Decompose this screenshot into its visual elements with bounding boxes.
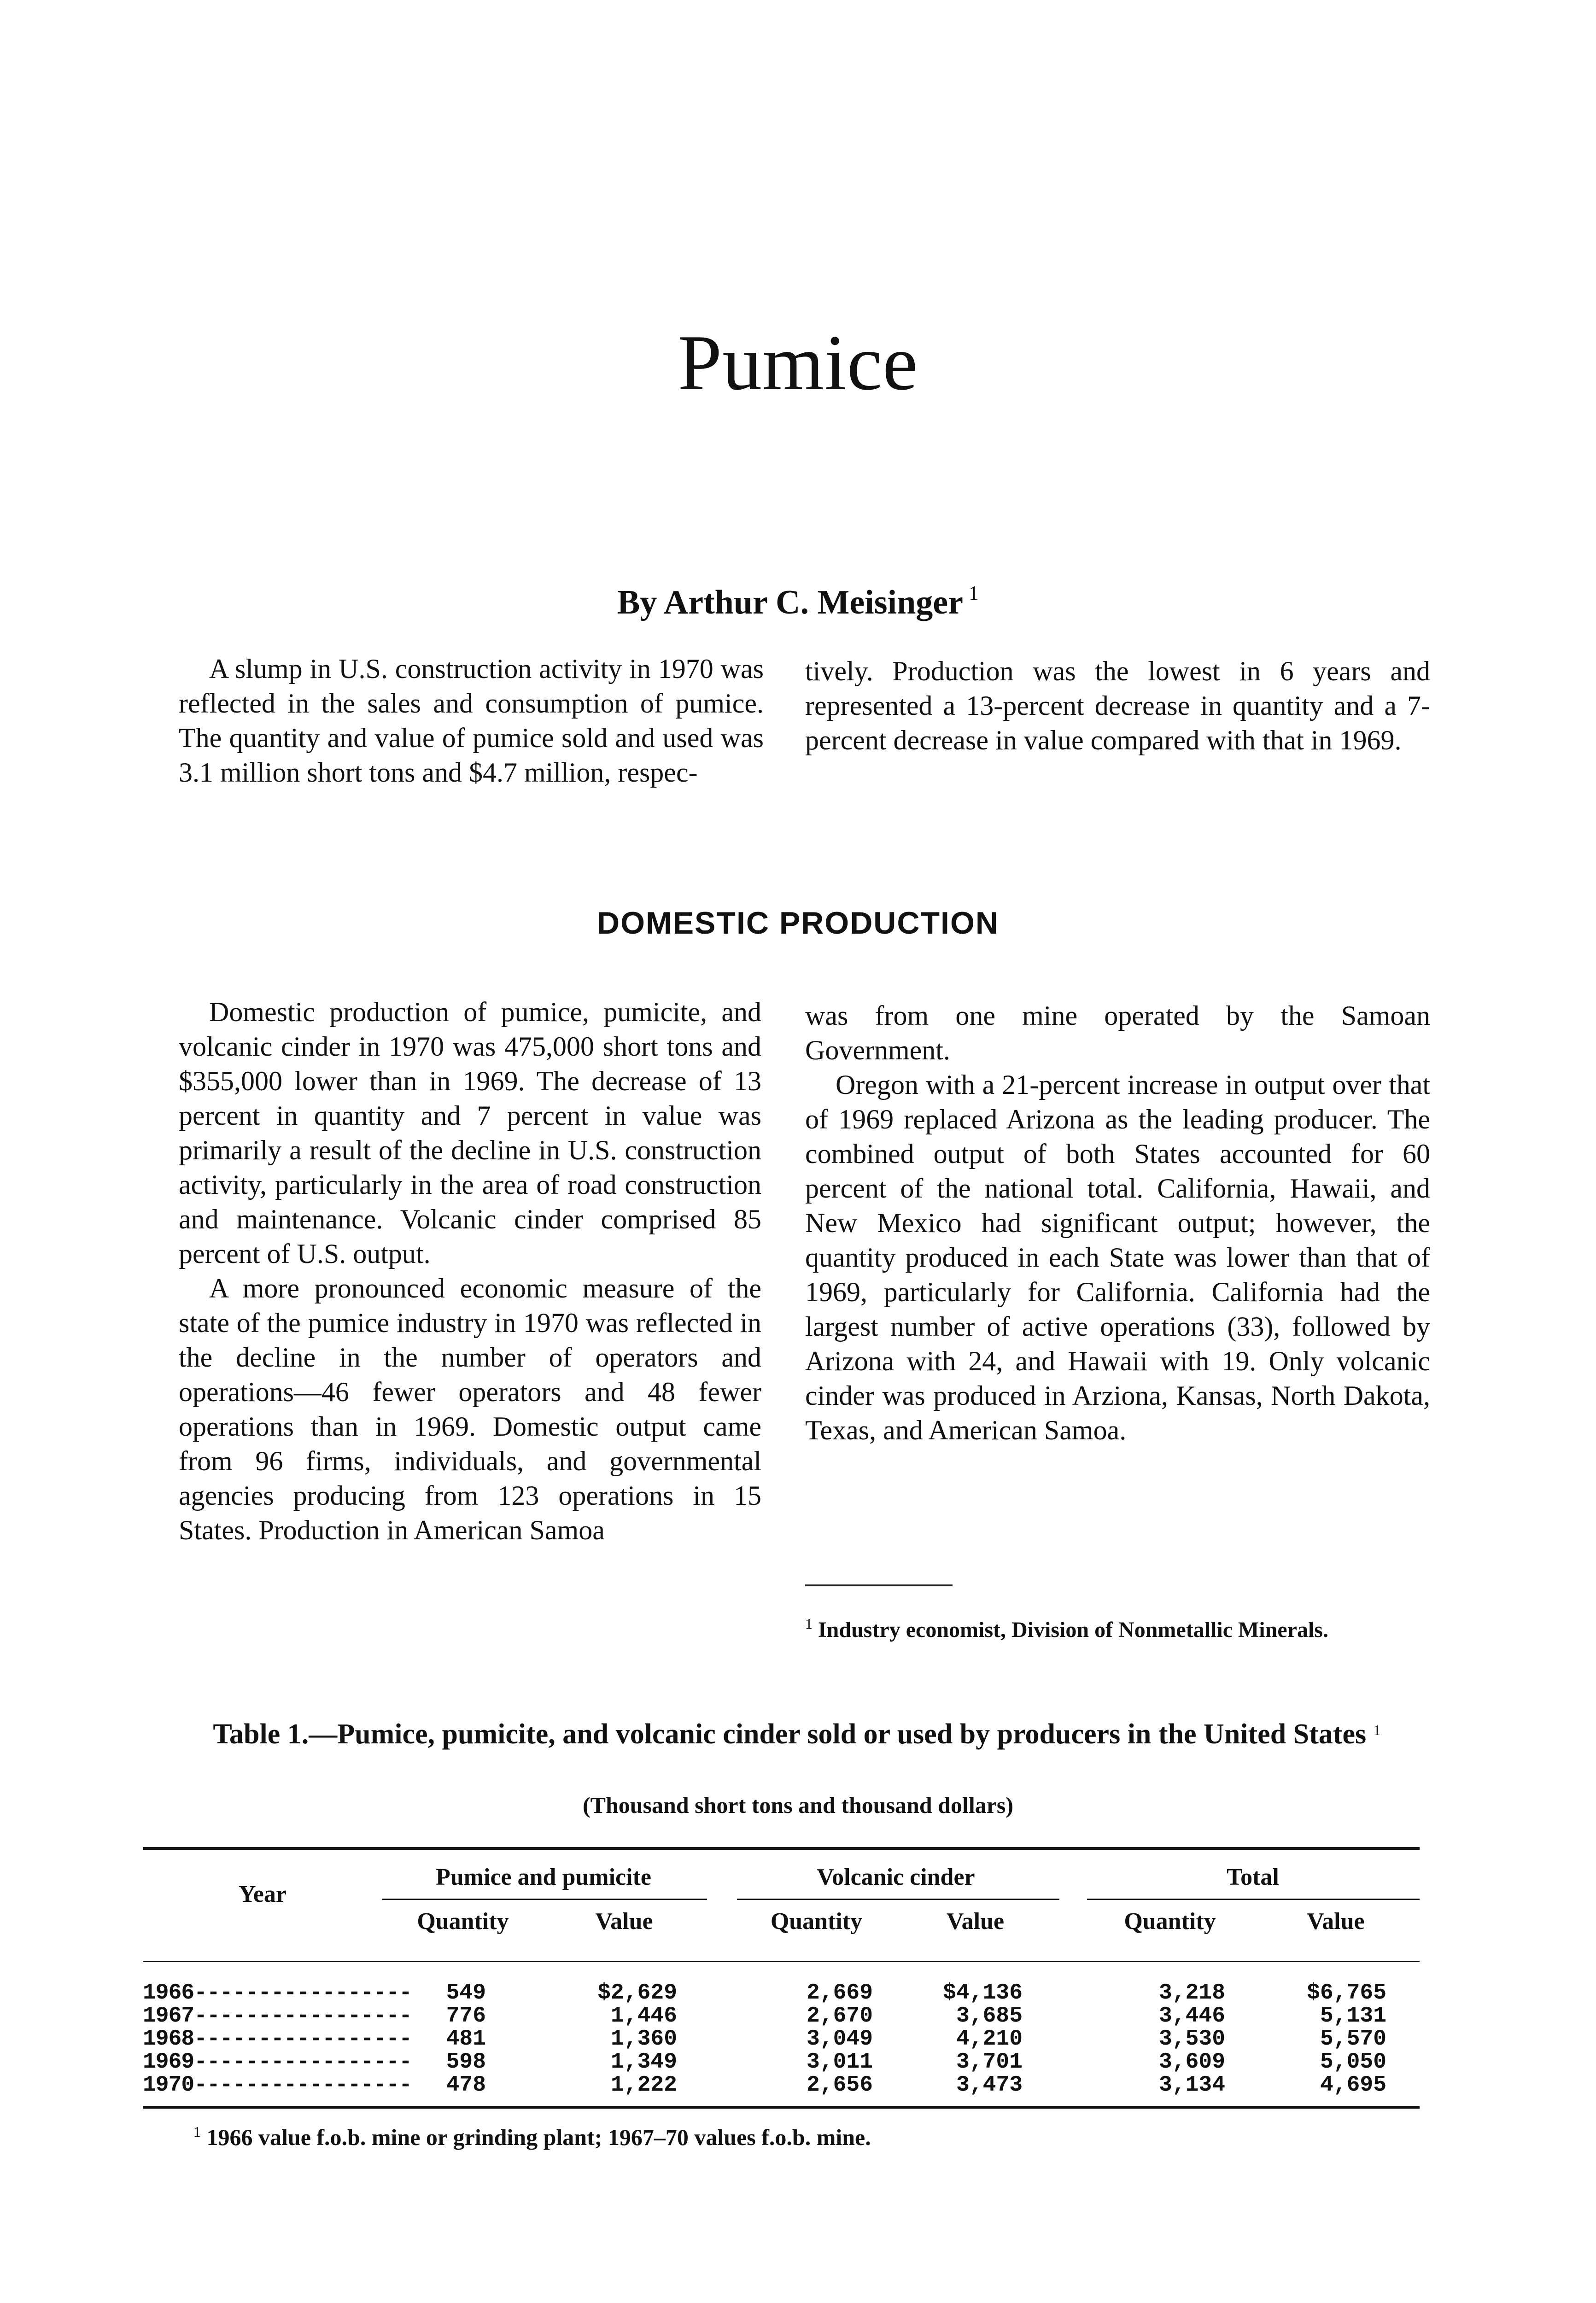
table-bottom-rule (143, 2106, 1420, 2109)
table-row (0, 2004, 1596, 2028)
author-name: By Arthur C. Meisinger (617, 584, 963, 621)
table-footnote-text: 1966 value f.o.b. mine or grinding plant; 1967–70 values f.o.b. mine. (206, 2124, 871, 2150)
table-top-rule (143, 1847, 1420, 1850)
body-paragraph: A more pronounced economic measure of the state of the pumice industry in 1970 was reflected in the decline in the number of operators and operations—46 fewer operators and 48 fewer operations than in 1969. Domestic output came from 96 firms, individuals, and governmental agencies producing from 123 operations in 15 States. Production in American Samoa (179, 1273, 761, 1545)
subheader-quantity: Quantity (1124, 1908, 1216, 1935)
table-row (0, 2050, 1596, 2074)
page-title: Pumice (678, 319, 918, 407)
intro-paragraph-left: A slump in U.S. construction activity in 1970 was reflected in the sales and consumption of pumice. The quantity and value of pumice sold and used was 3.1 million short tons and $4.7 million, respec- (179, 654, 764, 788)
value-cell: 478 (446, 2073, 486, 2098)
footnote-divider (805, 1584, 953, 1586)
table-footnote-mark: 1 (193, 2123, 201, 2140)
value-cell: 3,685 (956, 2004, 1023, 2028)
body-right-column (805, 999, 1430, 1448)
year-cell: 1966----------------- (143, 1981, 412, 2005)
value-cell: 4,210 (956, 2027, 1023, 2052)
footnote-text: Industry economist, Division of Nonmetallic Minerals. (818, 1618, 1328, 1642)
year-cell: 1967----------------- (143, 2004, 412, 2028)
year-cell: 1968----------------- (143, 2027, 412, 2052)
group-rule (382, 1899, 707, 1900)
value-cell: 3,134 (1158, 2073, 1225, 2098)
year-column-header: Year (239, 1881, 286, 1907)
subheader-value: Value (595, 1908, 653, 1935)
table-caption-note: 1 (1373, 1722, 1381, 1738)
table-row (0, 1981, 1596, 2005)
value-cell: 3,473 (956, 2073, 1023, 2098)
value-cell: 5,050 (1320, 2050, 1386, 2075)
author-byline (0, 581, 1596, 622)
value-cell: 2,670 (806, 2004, 873, 2028)
byline-footnote-mark: 1 (968, 582, 979, 604)
value-cell: 4,695 (1320, 2073, 1386, 2098)
value-cell: 3,530 (1158, 2027, 1225, 2052)
value-cell: 2,669 (806, 1981, 873, 2005)
subheader-quantity: Quantity (417, 1908, 509, 1935)
value-cell: 598 (446, 2050, 486, 2075)
table-row (0, 2073, 1596, 2097)
value-cell: $2,629 (597, 1981, 677, 2005)
body-paragraph: Oregon with a 21-percent increase in output over that of 1969 replaced Arizona as the leading producer. The combined output of both States accounted for 60 percent of the national total. California, Hawaii, and New Mexico had significant output; however, the quantity produced in each State was lower than that of 1969, particularly for California. California had the largest number of active operations (33), followed by Arizona with 24, and Hawaii with 19. Only volcanic cinder was produced in Arziona, Kansas, North Dakota, Texas, and American Samoa. (805, 1070, 1430, 1445)
group-header-cinder: Volcanic cinder (817, 1864, 975, 1890)
value-cell: 3,011 (806, 2050, 873, 2075)
group-header-pumice: Pumice and pumicite (436, 1864, 651, 1890)
body-paragraph: was from one mine operated by the Samoan Government. (805, 1000, 1430, 1065)
year-cell: 1969----------------- (143, 2050, 412, 2075)
value-cell: 549 (446, 1981, 486, 2005)
value-cell: 1,446 (610, 2004, 677, 2028)
section-heading: DOMESTIC PRODUCTION (597, 906, 999, 941)
value-cell: 5,131 (1320, 2004, 1386, 2028)
table-header-rule (143, 1961, 1420, 1962)
table-units: (Thousand short tons and thousand dollars) (582, 1792, 1014, 1818)
subheader-value: Value (1307, 1908, 1365, 1935)
value-cell: 3,446 (1158, 2004, 1225, 2028)
value-cell: 1,349 (610, 2050, 677, 2075)
value-cell: 1,360 (610, 2027, 677, 2052)
value-cell: 5,570 (1320, 2027, 1386, 2052)
table-row (0, 2027, 1596, 2051)
subheader-quantity: Quantity (770, 1908, 863, 1935)
group-rule (737, 1899, 1059, 1900)
author-footnote (805, 1611, 1430, 1642)
table-caption (193, 1713, 1400, 1751)
value-cell: 3,049 (806, 2027, 873, 2052)
value-cell: 2,656 (806, 2073, 873, 2098)
value-cell: 1,222 (610, 2073, 677, 2098)
value-cell: 3,701 (956, 2050, 1023, 2075)
intro-paragraph-right: tively. Production was the lowest in 6 years and represented a 13-percent decrease in quantity and a 7-percent decrease in value compared with that in 1969. (805, 656, 1430, 755)
value-cell: 481 (446, 2027, 486, 2052)
value-cell: 3,218 (1158, 1981, 1225, 2005)
value-cell: $6,765 (1307, 1981, 1386, 2005)
footnote-mark: 1 (805, 1615, 813, 1632)
year-cell: 1970----------------- (143, 2073, 412, 2098)
group-header-total: Total (1227, 1864, 1279, 1890)
table-caption-text: Table 1.—Pumice, pumicite, and volcanic cinder sold or used by producers in the United States (213, 1718, 1367, 1750)
body-paragraph: Domestic production of pumice, pumicite, and volcanic cinder in 1970 was 475,000 short tons and $355,000 lower than in 1969. The decrease of 13 percent in quantity and 7 percent in value was primarily a result of the decline in U.S. construction activity, particularly in the area of road construction and maintenance. Volcanic cinder comprised 85 percent of U.S. output. (179, 997, 761, 1269)
subheader-value: Value (946, 1908, 1005, 1935)
intro-right-column (805, 654, 1430, 758)
value-cell: 776 (446, 2004, 486, 2028)
value-cell: $4,136 (943, 1981, 1023, 2005)
value-cell: 3,609 (1158, 2050, 1225, 2075)
body-left-column (179, 995, 761, 1548)
intro-left-column (179, 652, 764, 790)
group-rule (1087, 1899, 1420, 1900)
table-footnote (193, 2123, 1391, 2151)
